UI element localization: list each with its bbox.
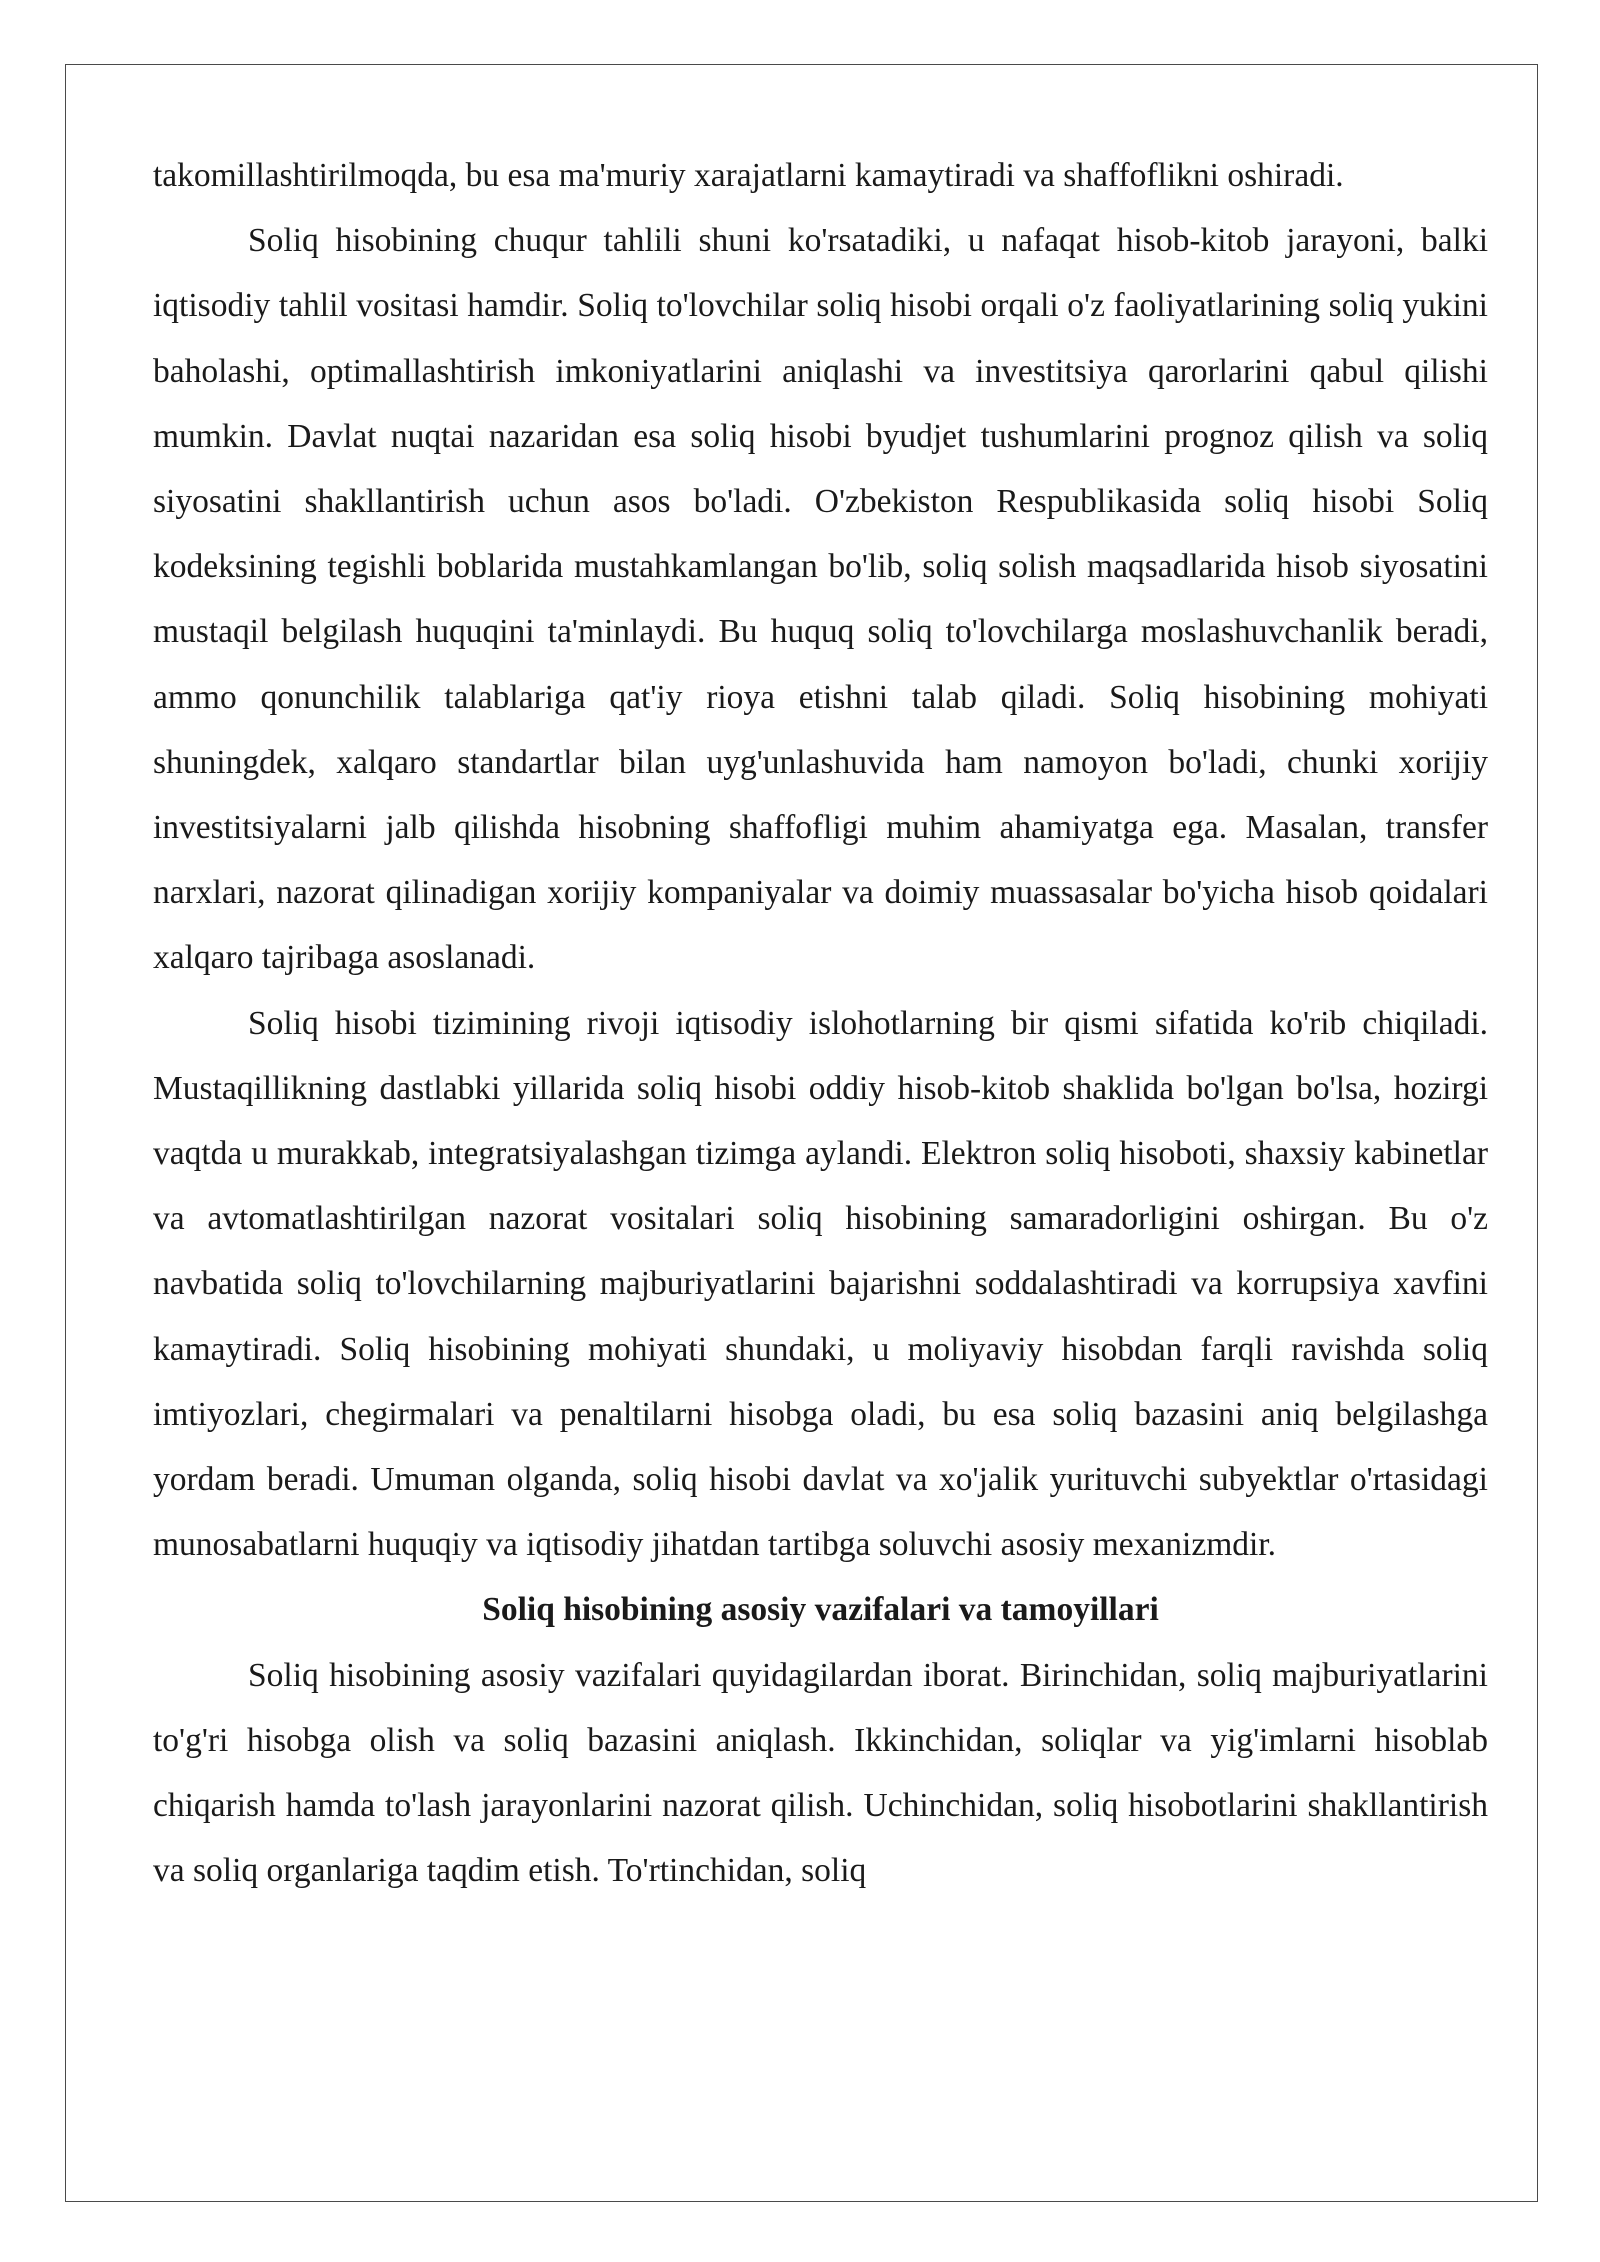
paragraph-tax-accounting-analysis: Soliq hisobining chuqur tahlili shuni ko'rsatadiki, u nafaqat hisob-kitob jarayoni, balki iqtisodiy tahlil vositasi hamdir. Soliq to'lovchilar soliq hisobi orqali o'z faoliyatlarining soliq yukini baholashi, optimallashtirish imkoniyatlarini aniqlashi va investitsiya qarorlarini qabul qilishi mumkin. Davlat nuqtai nazaridan esa soliq hisobi byudjet tushumlarini prognoz qilish va soliq siyosatini shakllantirish uchun asos bo'ladi. O'zbekiston Respublikasida soliq hisobi Soliq kodeksining tegishli boblarida mustahkamlangan bo'lib, soliq solish maqsadlarida hisob siyosatini mustaqil belgilash huquqini ta'minlaydi. Bu huquq soliq to'lovchilarga moslashuvchanlik beradi, ammo qonunchilik talablariga qat'iy rioya etishni talab qiladi. Soliq hisobining mohiyati shuningdek, xalqaro standartlar bilan uyg'unlashuvida ham namoyon bo'ladi, chunki xorijiy investitsiyalarni jalb qilishda hisobning shaffofligi muhim ahamiyatga ega. Masalan, transfer narxlari, nazorat qilinadigan xorijiy kompaniyalar va doimiy muassasalar bo'yicha hisob qoidalari xalqaro tajribaga asoslanadi. bbox=[153, 222, 1488, 977]
document-body bbox=[153, 143, 1488, 1903]
paragraph-continuation: takomillashtirilmoqda, bu esa ma'muriy xarajatlarni kamaytiradi va shaffoflikni oshiradi. bbox=[153, 157, 1344, 194]
section-heading: Soliq hisobining asosiy vazifalari va tamoyillari bbox=[482, 1591, 1159, 1629]
paragraph-tax-accounting-development: Soliq hisobi tizimining rivoji iqtisodiy islohotlarning bir qismi sifatida ko'rib chiqiladi. Mustaqillikning dastlabki yillarida soliq hisobi oddiy hisob-kitob shaklida bo'lgan bo'lsa, hozirgi vaqtda u murakkab, integratsiyalashgan tizimga aylandi. Elektron soliq hisoboti, shaxsiy kabinetlar va avtomatlashtirilgan nazorat vositalari soliq hisobining samaradorligini oshirgan. Bu o'z navbatida soliq to'lovchilarning majburiyatlarini bajarishni soddalashtiradi va korrupsiya xavfini kamaytiradi. Soliq hisobining mohiyati shundaki, u moliyaviy hisobdan farqli ravishda soliq imtiyozlari, chegirmalari va penaltilarni hisobga oladi, bu esa soliq bazasini aniq belgilashga yordam beradi. Umuman olganda, soliq hisobi davlat va xo'jalik yurituvchi subyektlar o'rtasidagi munosabatlarni huquqiy va iqtisodiy jihatdan tartibga soluvchi asosiy mexanizmdir. bbox=[153, 1004, 1488, 1564]
paragraph-main-tasks: Soliq hisobining asosiy vazifalari quyidagilardan iborat. Birinchidan, soliq majburiyatlarini to'g'ri hisobga olish va soliq bazasini aniqlash. Ikkinchidan, soliqlar va yig'imlarni hisoblab chiqarish hamda to'lash jarayonlarini nazorat qilish. Uchinchidan, soliq hisobotlarini shakllantirish va soliq organlariga taqdim etish. To'rtinchidan, soliq bbox=[153, 1656, 1488, 1890]
